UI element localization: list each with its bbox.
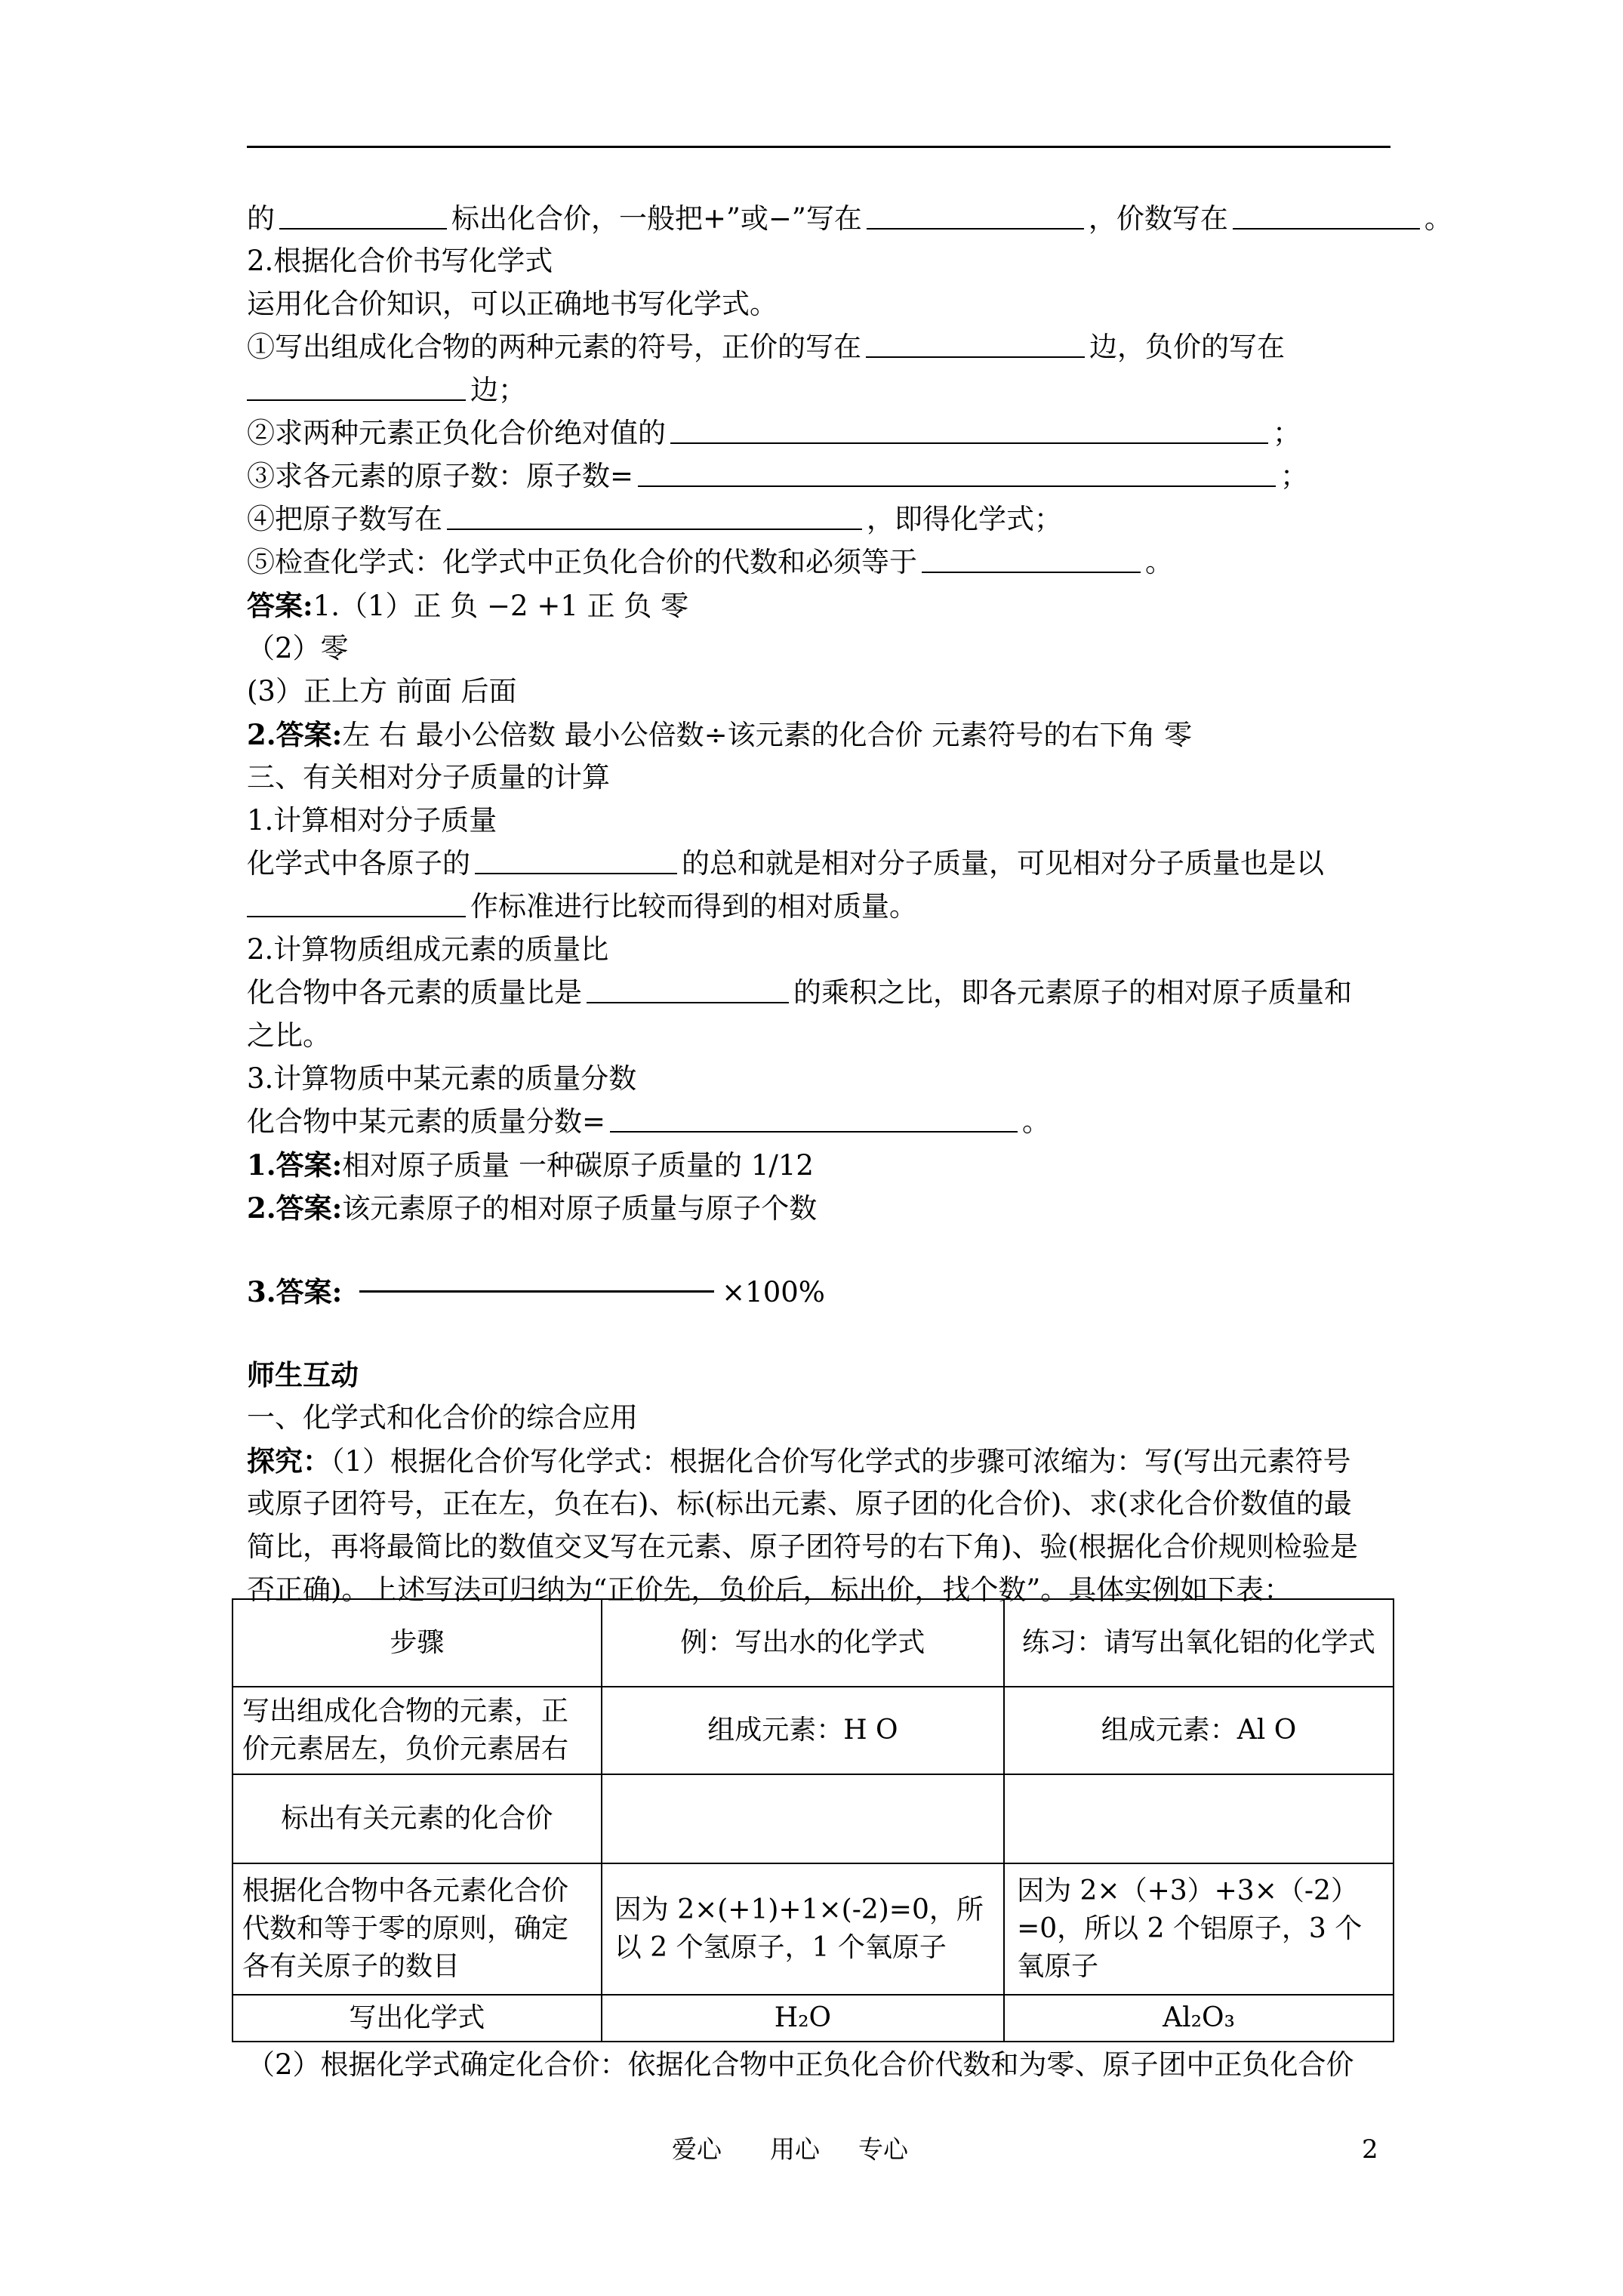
text: ③求各元素的原子数：原子数= (247, 460, 634, 492)
table-cell: 写出化学式 (233, 1995, 602, 2042)
table-row (233, 1687, 1394, 1774)
fraction-rule (359, 1290, 714, 1293)
text-line (247, 416, 1301, 451)
text-line (247, 545, 1173, 580)
table-cell: 根据化合物中各元素化合价代数和等于零的原则，确定各有关原子的数目 (233, 1863, 602, 1995)
text-line: 简比，再将最简比的数值交叉写在元素、原子团符号的右下角)、验(根据化合价规则检验是 (247, 1530, 1358, 1563)
fill-blank (475, 847, 677, 874)
table-cell (602, 1774, 1004, 1863)
text: 该元素原子的相对原子质量与原子个数 (342, 1192, 818, 1225)
text-line: 1.计算相对分子质量 (247, 804, 497, 837)
answer-line (247, 588, 688, 624)
text: 的 (247, 202, 275, 235)
text: 左 右 最小公倍数 最小公倍数÷该元素的化合价 元素符号的右下角 零 (342, 719, 1193, 751)
table-cell: 因为 2×(+1)+1×(-2)=0，所以 2 个氢原子，1 个氧原子 (602, 1863, 1004, 1995)
text: ； (1280, 460, 1309, 492)
answer-label: 答案: (247, 589, 313, 622)
text: ②求两种元素正负化合价绝对值的 (247, 417, 666, 449)
text-line (247, 846, 1324, 881)
text-line: 之比。 (247, 1019, 331, 1052)
text-line: （2）零 (247, 632, 349, 664)
text: ⑤检查化学式：化学式中正负化合价的代数和必须等于 (247, 546, 917, 578)
section-heading: 三、有关相对分子质量的计算 (247, 761, 610, 794)
text: ，即得化学式； (867, 503, 1062, 535)
footer-text: 用心 (770, 2134, 820, 2164)
fill-blank (447, 503, 862, 530)
explore-label: 探究： (247, 1444, 331, 1478)
table-header-row (233, 1599, 1394, 1687)
text-line: 否正确)。上述写法可归纳为“正价先，负价后，标出价，找个数”。具体实例如下表： (247, 1573, 1292, 1606)
table-cell: H₂O (602, 1995, 1004, 2042)
text: 边； (470, 374, 526, 406)
fill-blank (866, 331, 1085, 358)
fill-blank (1233, 202, 1420, 230)
text: 。 (1424, 202, 1452, 235)
text: （1）根据化合价写化学式：根据化合价写化学式的步骤可浓缩为：写(写出元素符号 (331, 1445, 1351, 1478)
text: ×100% (722, 1276, 825, 1308)
table-header-cell: 例：写出水的化学式 (602, 1599, 1004, 1687)
fill-blank (922, 546, 1141, 573)
table-cell: 组成元素：H O (602, 1687, 1004, 1774)
example-table (232, 1598, 1394, 2042)
footer-text: 爱心 (672, 2134, 722, 2164)
text: 化学式中各原子的 (247, 847, 470, 880)
text-line: 2.计算物质组成元素的质量比 (247, 933, 609, 966)
answer-line (247, 1191, 817, 1226)
text: ，价数写在 (1088, 202, 1228, 235)
text-line (247, 459, 1308, 494)
text: ； (1273, 417, 1301, 449)
text: 1.（1）正 负 −2 +1 正 负 零 (313, 590, 689, 622)
text: 。 (1022, 1105, 1051, 1138)
text: 的乘积之比，即各元素原子的相对原子质量和 (793, 976, 1352, 1009)
text: 的总和就是相对分子质量，可见相对分子质量也是以 (682, 847, 1324, 880)
fill-blank (610, 1105, 1018, 1133)
text-line (247, 1105, 1050, 1139)
answer-label: 1.答案: (247, 1148, 343, 1182)
fill-blank (670, 417, 1268, 444)
text-line: 运用化合价知识，可以正确地书写化学式。 (247, 288, 778, 320)
text: 。 (1145, 546, 1173, 578)
text: 化合物中某元素的质量分数= (247, 1105, 606, 1138)
text: 边，负价的写在 (1089, 331, 1285, 363)
table-cell: 组成元素：Al O (1004, 1687, 1394, 1774)
text-line (247, 330, 1285, 365)
table-header-cell: 步骤 (233, 1599, 602, 1687)
text: 化合物中各元素的质量比是 (247, 976, 582, 1009)
text-line (247, 889, 917, 924)
answer-line (247, 717, 1192, 753)
section-heading: 一、化学式和化合价的综合应用 (247, 1401, 638, 1434)
text-line (247, 202, 1452, 236)
answer-label: 2.答案: (247, 1191, 343, 1225)
text: 标出化合价，一般把+”或−”写在 (451, 202, 862, 235)
answer-label: 2.答案: (247, 718, 343, 751)
table-cell: Al₂O₃ (1004, 1995, 1394, 2042)
text-line (247, 1444, 1350, 1479)
text: ①写出组成化合物的两种元素的符号，正价的写在 (247, 331, 861, 363)
table-cell: 因为 2×（+3）+3×（-2）=0，所以 2 个铝原子，3 个氧原子 (1004, 1863, 1394, 1995)
table-row (233, 1863, 1394, 1995)
text: 作标准进行比较而得到的相对质量。 (470, 890, 917, 923)
fill-blank (638, 460, 1276, 487)
text: ④把原子数写在 (247, 503, 442, 535)
fill-blank (247, 890, 466, 917)
text-line (247, 373, 526, 408)
fill-blank (279, 202, 447, 230)
fill-blank (867, 202, 1084, 230)
table-cell: 写出组成化合物的元素，正价元素居左，负价元素居右 (233, 1687, 602, 1774)
text-line (247, 975, 1352, 1010)
answer-line (247, 1148, 814, 1183)
fill-blank (587, 976, 789, 1003)
table-cell (1004, 1774, 1394, 1863)
table-row (233, 1774, 1394, 1863)
text-line: （2）根据化学式确定化合价：依据化合物中正负化合价代数和为零、原子团中正负化合价 (247, 2048, 1354, 2081)
text-line: (3）正上方 前面 后面 (247, 675, 517, 707)
text-line: 或原子团符号，正在左，负在右)、标(标出元素、原子团的化合价)、求(求化合价数值的最 (247, 1487, 1352, 1520)
header-rule (247, 146, 1390, 148)
section-heading: 师生互动 (247, 1358, 359, 1391)
text-line (247, 502, 1062, 537)
answer-label: 3.答案: (247, 1275, 353, 1308)
text: 相对原子质量 一种碳原子质量的 1/12 (342, 1149, 814, 1182)
table-row (233, 1995, 1394, 2042)
page-number: 2 (1362, 2134, 1378, 2165)
answer-line (247, 1274, 825, 1310)
table-cell: 标出有关元素的化合价 (233, 1774, 602, 1863)
table-header-cell: 练习：请写出氧化铝的化学式 (1004, 1599, 1394, 1687)
footer-text: 专心 (858, 2134, 908, 2164)
text-line: 2.根据化合价书写化学式 (247, 245, 553, 277)
fill-blank (247, 374, 466, 401)
text-line: 3.计算物质中某元素的质量分数 (247, 1062, 637, 1095)
